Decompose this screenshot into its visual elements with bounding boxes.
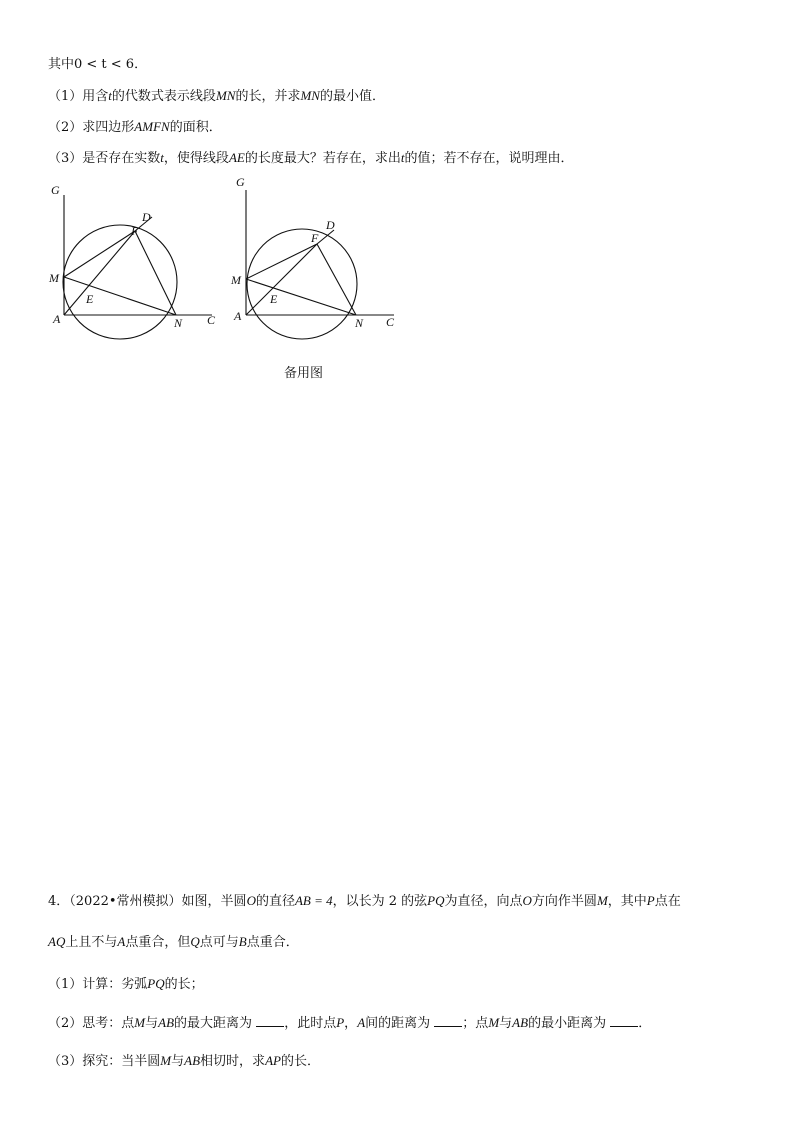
label-N: N bbox=[174, 316, 183, 330]
label-N: N bbox=[355, 316, 364, 330]
label-A: A bbox=[234, 309, 242, 323]
label-D: D bbox=[142, 210, 151, 224]
answer-blank-3[interactable] bbox=[610, 1014, 638, 1027]
problem-4-statement-line2: AQ上且不与A点重合，但Q点可与B点重合． bbox=[48, 934, 299, 950]
question-3-3: （3）是否存在实数t，使得线段AE的长度最大？若存在，求出t的值；若不存在，说明理由． bbox=[48, 150, 574, 166]
question-4-1: （1）计算：劣弧PQ的长； bbox=[48, 976, 204, 992]
question-3-2: （2）求四边形AMFN的面积． bbox=[48, 119, 222, 135]
problem-4-statement-line1: 4．（2022•常州模拟）如图，半圆O的直径AB = 4，以长为 2 的弦PQ为直径，向点O方向作半圆M，其中P点在 bbox=[48, 893, 681, 909]
figure-caption: 备用图 bbox=[284, 366, 324, 381]
label-F: F bbox=[311, 231, 319, 245]
label-C: C bbox=[386, 315, 395, 329]
label-M: M bbox=[49, 271, 59, 285]
label-E: E bbox=[86, 292, 94, 306]
geometry-figure-main bbox=[40, 175, 230, 360]
label-G: G bbox=[51, 183, 60, 197]
label-A: A bbox=[53, 312, 61, 326]
label-F: F bbox=[131, 224, 139, 238]
label-D: D bbox=[326, 218, 335, 232]
arc-AP: AP bbox=[265, 1053, 281, 1068]
question-4-2: （2）思考：点M与AB的最大距离为 ，此时点P，A间的距离为 ；点M与AB的最小距离为 ． bbox=[48, 1015, 652, 1031]
label-G: G bbox=[236, 175, 245, 189]
question-3-1: （1）用含t的代数式表示线段MN的长，并求MN的最小值． bbox=[48, 88, 385, 104]
label-E: E bbox=[270, 292, 278, 306]
answer-blank-1[interactable] bbox=[256, 1014, 284, 1027]
question-4-3: （3）探究：当半圆M与AB相切时，求AP的长． bbox=[48, 1053, 320, 1069]
label-C: C bbox=[207, 313, 216, 327]
answer-blank-2[interactable] bbox=[434, 1014, 462, 1027]
label-M: M bbox=[231, 273, 241, 287]
geometry-figure-backup bbox=[222, 175, 412, 360]
condition-text: 其中0 < t < 6． bbox=[48, 57, 148, 72]
